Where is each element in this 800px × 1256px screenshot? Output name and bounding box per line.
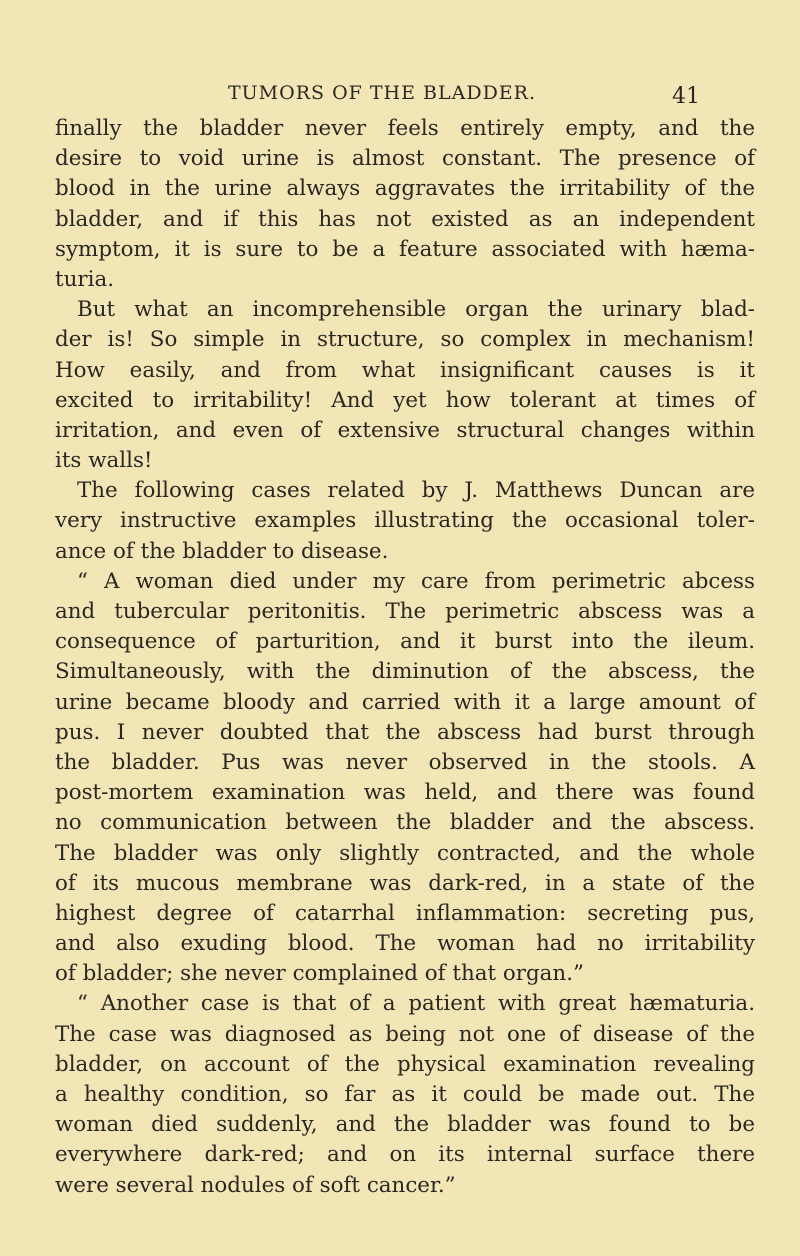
text-line: everywhere dark-red; and on its internal surface there [55,1142,755,1168]
text-line: a healthy condition, so far as it could be made out. The [55,1082,755,1107]
text-line: woman died suddenly, and the bladder was found to be [55,1112,755,1138]
text-line: ance of the bladder to disease. [55,538,389,564]
text-line: The following cases related by J. Matthews Duncan are [77,478,755,504]
text-line: were several nodules of soft cancer.” [55,1172,456,1198]
page-number: 41 [672,84,700,109]
text-line: The case was diagnosed as being not one of disease of the [55,1021,755,1047]
text-line: consequence of parturition, and it burst into the ileum. [55,629,755,655]
text-line: very instructive examples illustrating the occasional toler- [55,508,755,534]
text-line: finally the bladder never feels entirely empty, and the [55,116,755,141]
text-line: no communication between the bladder and the abscess. [55,810,755,836]
text-line: desire to void urine is almost constant. The presence of [55,146,755,172]
text-line: Simultaneously, with the diminution of the abscess, the [55,659,755,685]
page-header [0,80,800,114]
text-line: and tubercular peritonitis. The perimetric abscess was a [55,599,755,624]
running-title: TUMORS OF THE BLADDER. [228,82,537,104]
text-line: highest degree of catarrhal inflammation: secreting pus, [55,900,755,926]
text-line: excited to irritability! And yet how tolerant at times of [55,387,755,413]
text-line: its walls! [55,448,153,474]
text-line: post-mortem examination was held, and there was found [55,780,755,806]
text-line: symptom, it is sure to be a feature associated with hæma- [55,236,755,262]
text-line: urine became bloody and carried with it a large amount of [55,689,755,715]
text-line: The bladder was only slightly contracted, and the whole [55,840,755,866]
text-line: der is! So simple in structure, so complex in mechanism! [55,327,755,353]
text-line: and also exuding blood. The woman had no irritability [55,931,755,957]
text-line: But what an incomprehensible organ the urinary blad- [77,297,755,323]
text-line: “ A woman died under my care from perimetric abcess [77,568,755,594]
text-line: of its mucous membrane was dark-red, in a state of the [55,870,755,896]
text-line: pus. I never doubted that the abscess had burst through [55,719,755,745]
text-line: blood in the urine always aggravates the irritability of the [55,176,755,202]
text-line: the bladder. Pus was never observed in the stools. A [55,749,755,775]
text-line: bladder, and if this has not existed as an independent [55,206,755,232]
text-line: “ Another case is that of a patient with great hæmaturia. [77,991,755,1017]
body-text [55,114,755,1201]
text-line: bladder, on account of the physical examination revealing [55,1051,755,1077]
text-line: turia. [55,266,114,292]
text-line: How easily, and from what insignificant causes is it [55,357,755,383]
text-line: of bladder; she never complained of that organ.” [55,961,584,987]
text-line: irritation, and even of extensive structural changes within [55,417,755,443]
